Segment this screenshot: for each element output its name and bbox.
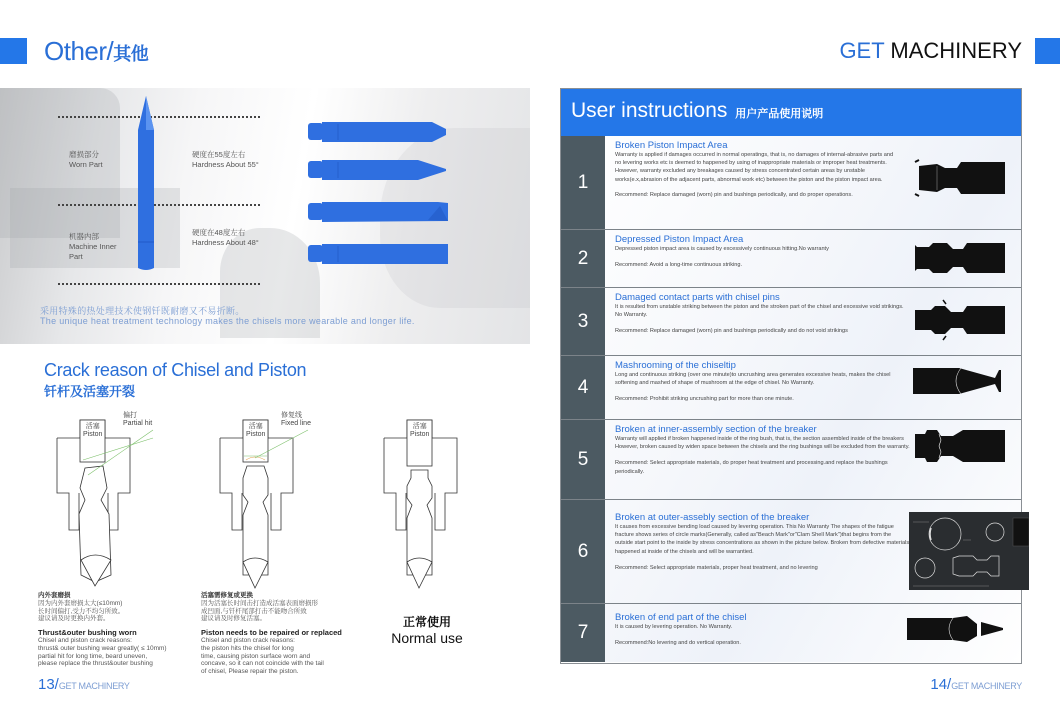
broken-end-chisel-icon xyxy=(907,614,1005,644)
page-brand: GET MACHINERY xyxy=(58,681,130,691)
chisel-conical-icon xyxy=(308,158,448,182)
page-footer-left xyxy=(38,676,130,694)
row-recommend: Recommend: Select appropriate materials, do proper heat treatment and processing.and replace the bushings periodically. xyxy=(615,460,888,475)
diagram-normal xyxy=(382,410,502,590)
diagram-partial-hit xyxy=(55,410,175,590)
page-number: 14/ xyxy=(930,676,952,693)
page-brand: GET MACHINERY xyxy=(951,681,1022,691)
damaged-contact-icon xyxy=(913,298,1005,342)
chisel-flat-icon xyxy=(308,200,448,224)
worn-part-label: 磨损部分 Worn Part xyxy=(69,150,103,169)
instruction-row xyxy=(561,356,1021,420)
tip-cn: 采用特殊的热处理技术使钢钎既耐磨又不易折断。 xyxy=(40,306,245,316)
instruction-row xyxy=(561,136,1021,230)
chisel-blunt-icon xyxy=(308,242,448,266)
inner-assembly-break-icon xyxy=(913,426,1005,466)
piston-label: 活塞 Piston xyxy=(83,423,103,438)
section-marker xyxy=(1035,38,1060,64)
instruction-row xyxy=(561,420,1021,500)
user-instructions-panel xyxy=(560,88,1022,664)
page-number: 13/ xyxy=(38,676,59,693)
instruction-row xyxy=(561,604,1021,662)
row-title: Mashrooming of the chiseltip xyxy=(615,360,736,371)
desc-bushing-worn: 内外套磨损 因为内外套磨损太大(≤10mm) 长时间偏打,受力不均匀所致。 建议请及时更换内外套。 Thrust&outer bushing worn Chisel and piston crack reasons: thrust& outer bushing wear greatly( ≤ 10mm) partial hit for long time, beard uneven, please replace the thrust&outer bushing xyxy=(38,592,167,668)
panel-title-en: User instructions xyxy=(571,99,728,122)
row-number: 1 xyxy=(561,136,605,229)
fixed-line-label: 修复线 Fixed line xyxy=(281,412,311,427)
row-recommend: Recommend:No levering and do vertical operation. xyxy=(615,640,741,647)
section-title xyxy=(44,36,148,67)
crack-title-cn: 钎杆及活塞开裂 xyxy=(44,384,136,399)
instruction-row xyxy=(561,500,1021,604)
section-title-en: Other/ xyxy=(44,36,114,66)
row-text: Depressed piston impact area is caused by excessively continuous hitting.No warranty xyxy=(615,246,829,252)
chisel-vertical-icon xyxy=(132,94,160,274)
depressed-piston-icon xyxy=(913,239,1005,277)
row-title: Broken at outer-assebly section of the breaker xyxy=(615,512,810,523)
row-text: Warranty will applied if broken happened inside of the ring bush, that is, the section assembled inside of the breakers However, broken caused by widen space between the chisels and the ring bushings will be excluded from the warranty. xyxy=(615,436,910,451)
row-title: Depressed Piston Impact Area xyxy=(615,234,744,245)
row-number: 6 xyxy=(561,500,605,603)
right-page xyxy=(530,0,1060,724)
mushroomed-tip-icon xyxy=(913,364,1005,398)
panel-title-cn: 用户产品使用说明 xyxy=(735,108,824,120)
instruction-row xyxy=(561,230,1021,288)
row-number: 3 xyxy=(561,288,605,355)
chisel-moil-point-icon xyxy=(308,120,448,144)
row-text: Warranty is applied if damages occurred in normal operatings, that is, no damages of internal-abrasive parts and no levering works etc is deemed to happened by using of inappropriate materials or improper heat treatments. However, warranty excluded any breakages caused by stress concentrated certain areas by unstable works(e.x,abrasion of the adjacent parts, abnormal work etc) between the piston and the piston impact area. xyxy=(615,152,894,183)
partial-hit-label: 偏打 Partial hit xyxy=(123,412,153,427)
row-text: Long and continuous striking (over one minute)to uncrushing area generates excessive heats, makes the chisel softening and mashed of shape of mushroom at the edge of chisel. No Warranty. xyxy=(615,372,891,387)
hardness-55-label: 硬度在55度左右 Hardness About 55° xyxy=(192,150,259,169)
row-recommend: Recommend: Prohibit striking uncrushing part for more than one minute. xyxy=(615,396,794,403)
hero-chisel-image xyxy=(0,88,530,344)
row-recommend: Recommend: Replace damaged (worn) pin and bushings periodically, and do proper operations. xyxy=(615,191,853,198)
instruction-row xyxy=(561,288,1021,356)
row-title: Broken Piston Impact Area xyxy=(615,140,728,151)
row-text: It is caused by levering operation. No Warranty. xyxy=(615,624,733,630)
row-text: It causes from excessive bending load caused by levering operation. This No Warranty The shapes of the fatigue fracture shows series of circle marks(Generally, called as"Beach Mark"or"Clam Shell Mark")that begins from the outside start point to the inside by stress concentrations as shown in the picture below. Broken from defective materials happened at inside of the chisels and will be warrantied. xyxy=(615,524,910,555)
row-number: 2 xyxy=(561,230,605,287)
row-recommend: Recommend: Replace damaged (worn) pin and bushings periodically and do not void strikings xyxy=(615,328,848,335)
row-recommend: Recommend: Avoid a long-time continuous striking. xyxy=(615,262,743,269)
section-title-cn: 其他 xyxy=(113,44,149,64)
diagram-fixed-line xyxy=(218,410,338,590)
normal-use-label: 正常使用 Normal use xyxy=(391,615,463,646)
brand-logo: GET MACHINERY xyxy=(839,38,1022,63)
piston-label: 活塞 Piston xyxy=(246,423,266,438)
page-footer-right xyxy=(930,676,1022,694)
tip-en: The unique heat treatment technology makes the chisels more wearable and longer life. xyxy=(40,316,415,326)
hardness-48-label: 硬度在48度左右 Hardness About 48° xyxy=(192,228,259,247)
inner-part-label: 机器内部 Machine Inner Part xyxy=(69,232,117,261)
row-title: Broken of end part of the chisel xyxy=(615,612,747,623)
row-title: Broken at inner-assembly section of the breaker xyxy=(615,424,817,435)
broken-piston-impact-icon xyxy=(913,158,1005,198)
row-number: 7 xyxy=(561,604,605,662)
section-marker xyxy=(0,38,27,64)
row-number: 5 xyxy=(561,420,605,499)
crack-title-en: Crack reason of Chisel and Piston xyxy=(44,360,307,380)
row-recommend: Recommend: Select appropriate materials, proper heat treatment, and no levering xyxy=(615,564,818,571)
panel-header xyxy=(561,89,1021,136)
desc-piston-repair: 活塞需修复或更换 因为活塞长时间击打造成活塞表面磨损形 成凹面,与钎杆尾部打击不能吻合所致 建议请及时修复活塞。 Piston needs to be repaired or replaced Chisel and piston crack reasons: the piston hits the chisel for long time, causing piston surface worn and concave, so it can not coincide with the tail of chisel, Please repair the piston. xyxy=(201,592,342,676)
fatigue-fracture-diagram xyxy=(909,512,1029,590)
piston-label: 活塞 Piston xyxy=(410,423,430,438)
row-title: Damaged contact parts with chisel pins xyxy=(615,292,780,303)
row-number: 4 xyxy=(561,356,605,419)
row-text: It is resulted from unstable striking between the piston and the stroken part of the chisel and excessive void strikings. No Warranty. xyxy=(615,304,904,319)
